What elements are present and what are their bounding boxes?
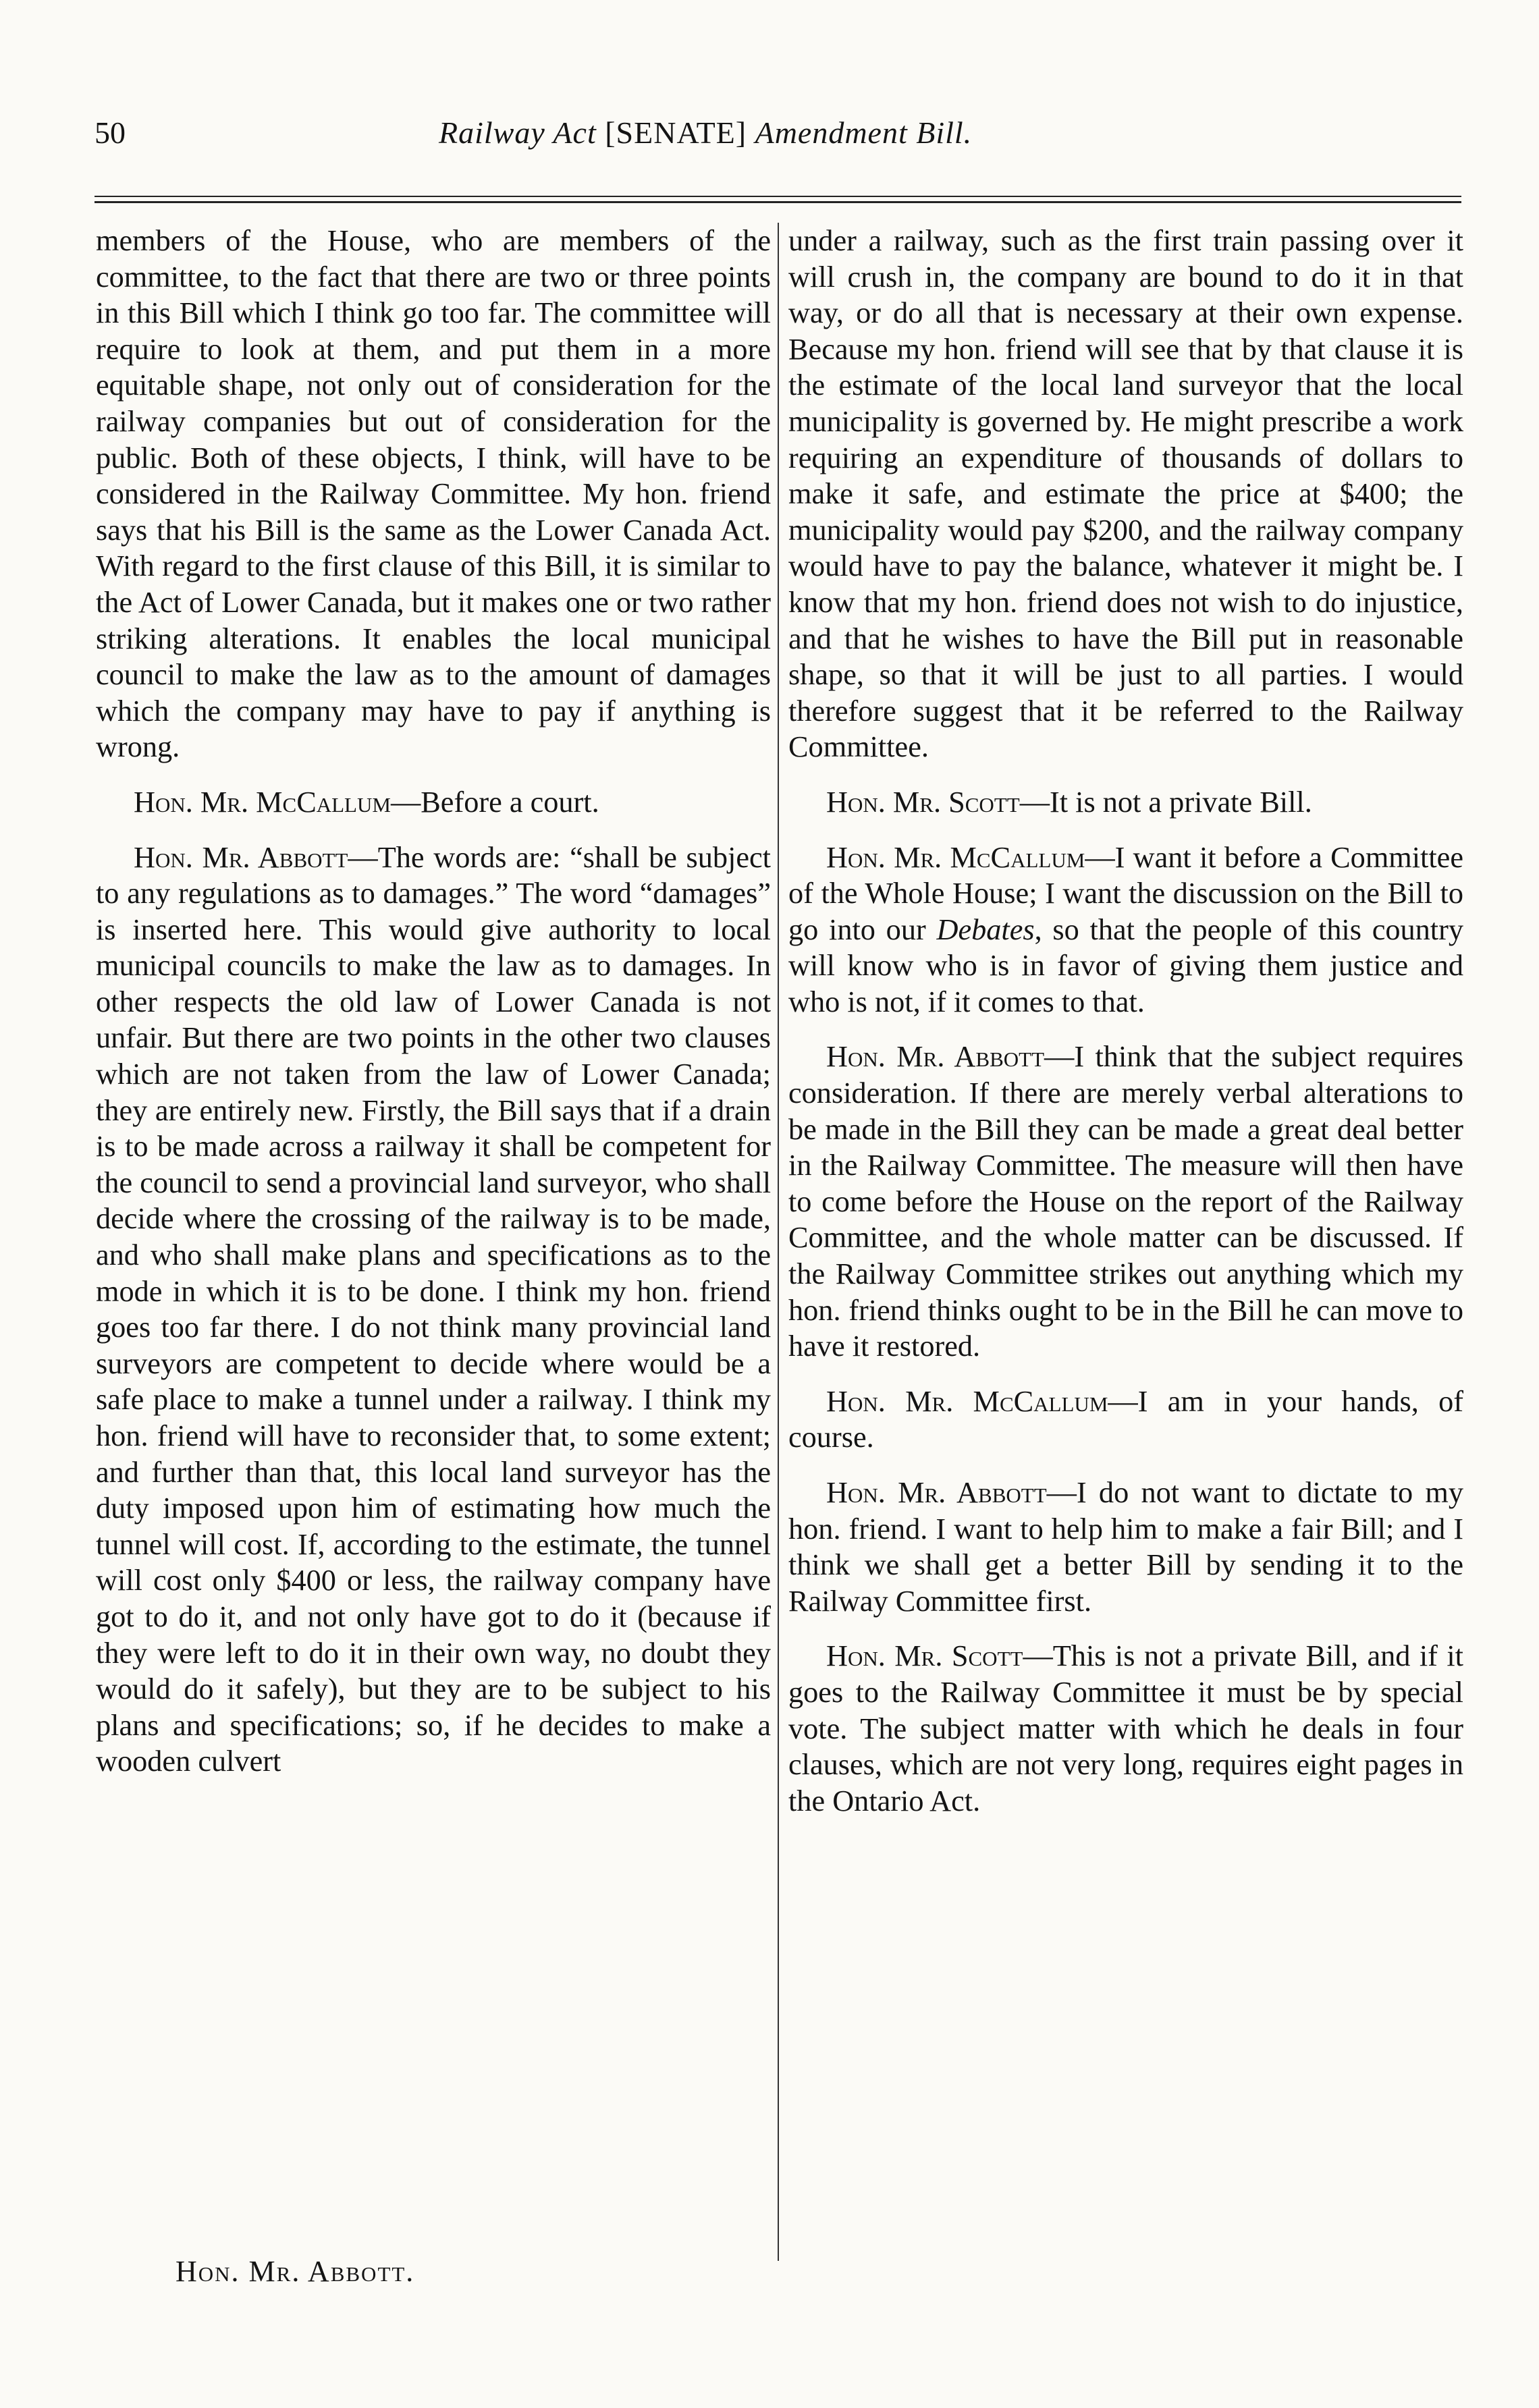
page-number: 50	[94, 115, 126, 150]
speech-text: —It is not a private Bill.	[1019, 785, 1312, 819]
speaker-name: Hon. Mr. Abbott	[826, 1040, 1045, 1074]
page-header	[0, 0, 1539, 169]
running-head	[439, 115, 972, 150]
column-divider	[778, 223, 779, 2261]
speech-text-italic: Debates	[936, 912, 1035, 946]
speech-paragraph	[96, 784, 771, 821]
speech-paragraph	[788, 1039, 1463, 1364]
running-head-subtitle: Amendment Bill.	[755, 115, 973, 150]
catchword: Hon. Mr. Abbott.	[176, 2255, 415, 2288]
speech-text: —This is not a private Bill, and if it goes to the Railway Committee it must be by special vote. The subject matter with which he deals in four clauses, which are not very long, requires eight pages in the Ontario Act.	[788, 1639, 1463, 1817]
speech-text: —I think that the subject requires consideration. If there are merely verbal alterations to be made in the Bill they can be made a great deal better in the Railway Committee. The measure will then have to come before the House on the report of the Railway Committee, and the whole matter can be discussed. If the Railway Committee strikes out anything which my hon. friend thinks ought to be in the Bill he can move to have it restored.	[788, 1040, 1463, 1363]
speaker-name: Hon. Mr. Abbott	[134, 840, 348, 874]
running-head-title: Railway Act	[439, 115, 597, 150]
speech-text: —Before a court.	[390, 785, 599, 819]
speech-paragraph	[788, 784, 1463, 821]
speech-paragraph	[96, 840, 771, 1780]
right-column	[788, 223, 1463, 1838]
speech-text: —I am in your hands, of course.	[788, 1384, 1463, 1454]
speech-text: —I want it before a Committee of the Whole House; I want the discussion on the Bill to go into our	[788, 840, 1463, 946]
speech-text: , so that the people of this country will know who is in favor of giving them justice and who is not, if it comes to that.	[788, 912, 1464, 1018]
speaker-name: Hon. Mr. McCallum	[134, 785, 391, 819]
speaker-name: Hon. Mr. Scott	[826, 1639, 1023, 1673]
speech-text: —The words are: “shall be subject to any regulations as to damages.” The word “damages” is inserted here. This would give authority to local municipal councils to make the law as to damages. In other respects the old law of Lower Canada is not unfair. But there are two points in the other two clauses which are not taken from the law of Lower Canada; they are entirely new. Firstly, the Bill says that if a drain is to be made across a railway it shall be competent for the council to send a provincial land surveyor, who shall decide where the crossing of the railway is to be made, and who shall make plans and specifications as to the mode in which it is to be done. I think my hon. friend goes too far there. I do not think many provincial land surveyors are competent to decide where would be a safe place to make a tunnel under a railway. I think my hon. friend will have to reconsider that, to some extent; and further than that, this local land surveyor has the duty imposed upon him of estimating how much the tunnel will cost. If, according to the estimate, the tunnel will cost only $400 or less, the railway company have got to do it, and not only have got to do it (because if they were left to do it in their own way, no doubt they would do it safely), but they are to be subject to his plans and specifications; so, if he decides to make a wooden culvert	[96, 840, 771, 1778]
speech-paragraph	[788, 840, 1463, 1020]
speech-paragraph	[788, 1638, 1463, 1819]
speech-paragraph	[788, 1475, 1463, 1619]
running-head-chamber: [SENATE]	[605, 115, 747, 150]
left-column	[96, 223, 771, 1799]
speech-text: —I do not want to dictate to my hon. friend. I want to help him to make a fair Bill; and I think we shall get a better Bill by sending it to the Railway Committee first.	[788, 1476, 1463, 1618]
speaker-name: Hon. Mr. Abbott	[826, 1476, 1047, 1509]
speaker-name: Hon. Mr. McCallum	[826, 840, 1085, 874]
header-rule-thick	[94, 201, 1461, 203]
speaker-name: Hon. Mr. McCallum	[826, 1384, 1108, 1418]
speaker-name: Hon. Mr. Scott	[826, 785, 1020, 819]
header-rule-thin	[94, 196, 1461, 197]
paragraph: under a railway, such as the first train passing over it will crush in, the company are bound to do it in that way, or do all that is necessary at their own expense. Because my hon. friend will see that by that clause it is the estimate of the local land surveyor that the local municipality is governed by. He might prescribe a work requiring an expenditure of thousands of dollars to make it safe, and estimate the price at $400; the municipality would pay $200, and the railway company would have to pay the balance, whatever it might be. I know that my hon. friend does not wish to do injustice, and that he wishes to have the Bill put in reasonable shape, so that it will be just to all parties. I would therefore suggest that it be referred to the Railway Committee.	[788, 224, 1463, 764]
speech-paragraph	[788, 1384, 1463, 1456]
paragraph: members of the House, who are members of the committee, to the fact that there are two or three points in this Bill which I think go too far. The committee will require to look at them, and put them in a more equitable shape, not only out of consideration for the railway companies but out of consideration for the public. Both of these objects, I think, will have to be considered in the Railway Committee. My hon. friend says that his Bill is the same as the Lower Canada Act. With regard to the first clause of this Bill, it is similar to the Act of Lower Canada, but it makes one or two rather striking alterations. It enables the local municipal council to make the law as to the amount of damages which the company may have to pay if anything is wrong.	[96, 224, 771, 764]
